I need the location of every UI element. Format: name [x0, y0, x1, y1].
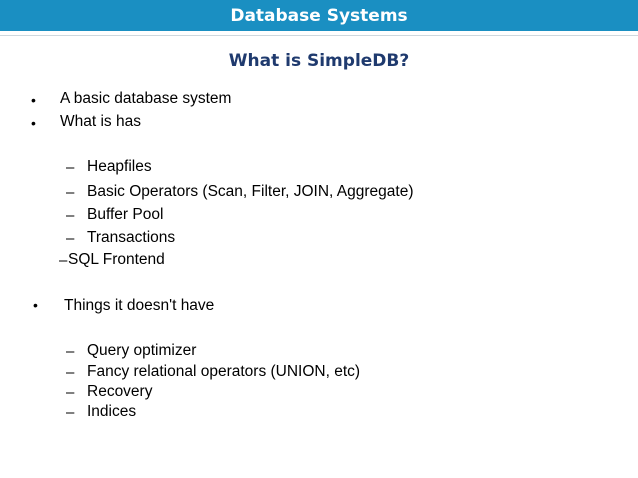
slide-deck-title: Database Systems — [230, 6, 408, 26]
missing-item-query-optimizer: Query optimizer — [87, 342, 197, 359]
dash-marker: – — [66, 384, 75, 401]
dash-marker: – — [66, 207, 75, 224]
has-item-buffer-pool: Buffer Pool — [87, 206, 164, 223]
dash-marker: – — [66, 343, 75, 360]
dash-marker: – — [66, 230, 75, 247]
dash-marker: – — [66, 364, 75, 381]
header-divider — [0, 35, 638, 36]
has-item-transactions: Transactions — [87, 229, 176, 246]
bullet-marker: • — [31, 115, 36, 131]
missing-item-indices: Indices — [87, 403, 137, 420]
dash-marker: – — [59, 252, 68, 269]
has-item-basic-operators: Basic Operators (Scan, Filter, JOIN, Aggregate) — [87, 183, 414, 200]
dash-marker: – — [66, 404, 75, 421]
has-item-sql-frontend: SQL Frontend — [68, 251, 165, 268]
bullet-what-it-has: What is has — [60, 113, 141, 130]
slide-title: What is SimpleDB? — [228, 51, 410, 71]
missing-item-recovery: Recovery — [87, 383, 153, 400]
dash-marker: – — [66, 184, 75, 201]
bullet-marker: • — [33, 297, 38, 313]
bullet-doesnt-have: Things it doesn't have — [64, 297, 215, 314]
bullet-basic-db: A basic database system — [60, 90, 232, 107]
bullet-marker: • — [31, 92, 36, 108]
has-item-heapfiles: Heapfiles — [87, 158, 152, 175]
missing-item-fancy-operators: Fancy relational operators (UNION, etc) — [87, 363, 361, 380]
dash-marker: – — [66, 159, 75, 176]
